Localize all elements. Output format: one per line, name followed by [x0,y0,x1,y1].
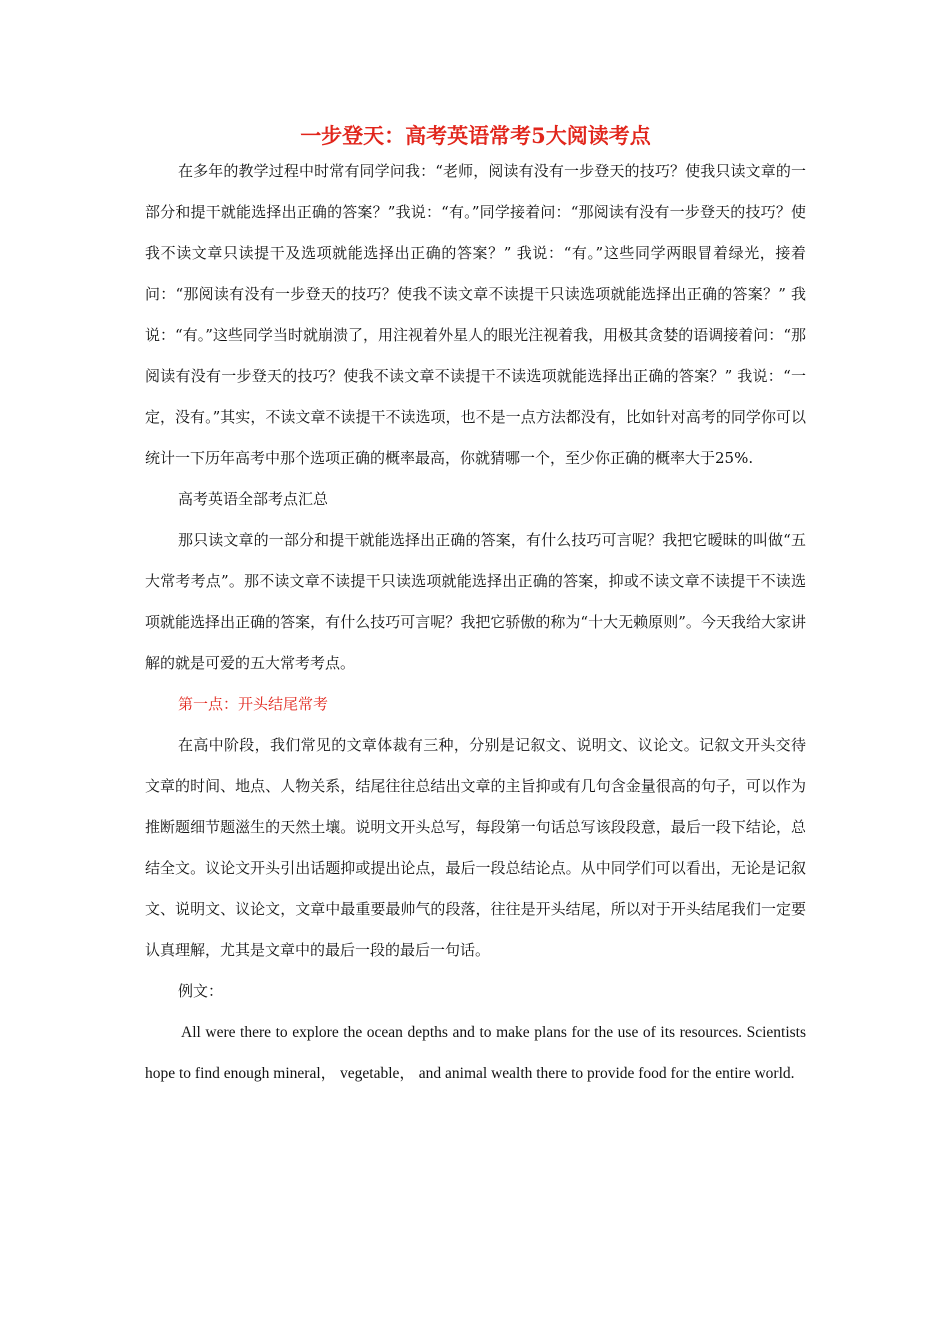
point-one-paragraph: 在高中阶段，我们常见的文章体裁有三种，分别是记叙文、说明文、议论文。记叙文开头交待文章的时间、地点、人物关系，结尾往往总结出文章的主旨抑或有几句含金量很高的句子，可以作为推断题细节题滋生的天然土壤。说明文开头总写，每段第一句话总写该段段意，最后一段下结论，总结全文。议论文开头引出话题抑或提出论点，最后一段总结论点。从中同学们可以看出，无论是记叙文、说明文、议论文，文章中最重要最帅气的段落，往往是开头结尾，所以对于开头结尾我们一定要认真理解，尤其是文章中的最后一段的最后一句话。 [145,736,806,959]
point-one-heading: 第一点：开头结尾常考 [178,695,329,713]
second-paragraph: 那只读文章的一部分和提干就能选择出正确的答案，有什么技巧可言呢？我把它暧昧的叫做“五大常考考点”。那不读文章不读提干只读选项就能选择出正确的答案，抑或不读文章不读提干不读选项就能选择出正确的答案，有什么技巧可言呢？我把它骄傲的称为“十大无赖原则”。今天我给大家讲解的就是可爱的五大常考考点。 [145,531,806,672]
example-label: 例文： [178,982,224,1000]
intro-paragraph: 在多年的教学过程中时常有同学问我：“老师，阅读有没有一步登天的技巧？使我只读文章的一部分和提干就能选择出正确的答案？”我说：“有。”同学接着问：“那阅读有没有一步登天的技巧？使我不读文章只读提干及选项就能选择出正确的答案？” 我说：“有。”这些同学两眼冒着绿光，接着问：“那阅读有没有一步登天的技巧？使我不读文章不读提干只读选项就能选择出正确的答案？” 我说：“有。”这些同学当时就崩溃了，用注视着外星人的眼光注视着我，用极其贪婪的语调接着问：“那阅读有没有一步登天的技巧？使我不读文章不读提干不读选项就能选择出正确的答案？” 我说：“一定，没有。”其实，不读文章不读提干不读选项，也不是一点方法都没有，比如针对高考的同学你可以统计一下历年高考中那个选项正确的概率最高，你就猜哪一个，至少你正确的概率大于25%. [145,162,806,467]
example-text: All were there to explore the ocean depths and to make plans for the use of its resources. Scientists hope to find enough mineral， vegetable， and animal wealth there to provide food for the entire world. [145,1024,806,1082]
document-content [145,121,806,1094]
document-title: 一步登天：高考英语常考5大阅读考点 [300,123,651,148]
summary-link[interactable]: 高考英语全部考点汇总 [178,490,329,508]
